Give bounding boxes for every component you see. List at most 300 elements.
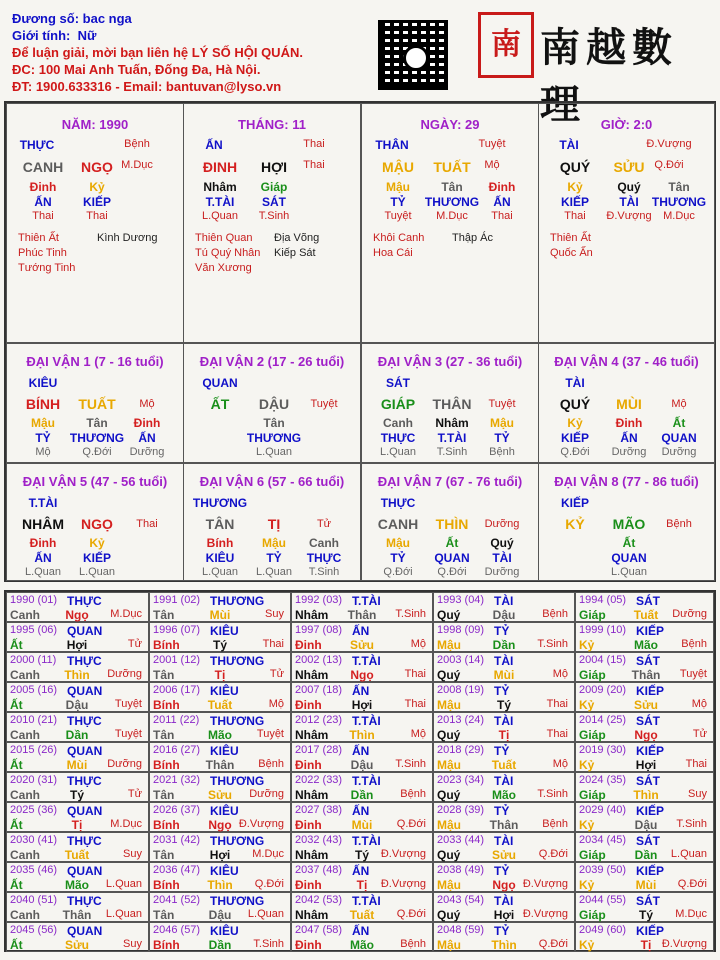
year-cell [291,622,433,652]
year-star: THƯƠNG [210,894,265,908]
year-cell [6,712,149,742]
decade-cell [361,343,539,463]
year-branch: Dậu [65,698,89,712]
year-label: 2043 (54) [437,894,485,906]
hidden-phase: Q.Đới [560,446,590,458]
hidden-star: TỶ [494,431,510,445]
year-stem: Quý [437,908,461,922]
year-cell [6,622,149,652]
year-stem: Ất [10,938,23,952]
year-phase: T.Sinh [676,818,707,830]
hidden-stem: Ất [672,416,686,430]
year-branch: Tý [638,908,654,922]
year-stem: Kỷ [579,698,595,712]
year-label: 2012 (23) [295,714,343,726]
year-label: 2003 (14) [437,654,485,666]
year-cell [291,652,433,682]
year-phase: Mộ [691,698,707,710]
year-stem: Nhâm [295,788,329,802]
hidden-star: T.TÀI [437,431,467,445]
year-star: QUAN [67,684,103,698]
hidden-phase: Dưỡng [661,446,697,458]
branch-phase: Mộ [484,159,500,171]
year-stem: Quý [437,728,461,742]
star-name: Thập Ác [452,232,493,244]
year-branch: Mùi [351,818,373,832]
hidden-stem: Tân [668,180,690,194]
year-stem: Tân [153,608,175,622]
year-label: 2027 (38) [295,804,343,816]
decade-cell [6,463,184,581]
year-cell [6,802,149,832]
hidden-stem: Kỷ [567,416,583,430]
year-star: ẤN [352,864,370,878]
year-stem: Nhâm [295,668,329,682]
year-cell [6,742,149,772]
year-stem: Ất [10,878,23,892]
year-phase: Dưỡng [249,788,284,800]
year-cell [575,682,714,712]
year-label: 2017 (28) [295,744,343,756]
hidden-stem: Ất [445,536,459,550]
decade-cell [361,463,539,581]
year-branch: Tị [214,668,226,682]
year-phase: Dưỡng [672,608,707,620]
year-cell [575,742,714,772]
owner-info [12,10,303,95]
year-phase: Dưỡng [107,668,142,680]
decade-phase: Tuyệt [488,398,516,410]
year-label: 2005 (16) [10,684,58,696]
hidden-phase: M.Dục [436,210,468,222]
decade-phase: Mộ [671,398,687,410]
auspicious-stars [373,231,424,261]
year-phase: Tử [692,728,707,740]
year-star: TỶ [494,684,510,698]
hidden-phase: Tuyệt [384,210,412,222]
year-label: 2020 (31) [10,774,58,786]
decade-phase: Tử [316,518,332,530]
year-branch: Tuất [633,608,659,622]
decade-branch: TỊ [267,516,281,532]
year-phase: Thai [262,638,284,650]
hidden-phase: Đ.Vượng [606,210,652,222]
year-cell [433,712,575,742]
year-branch: Thìn [207,878,233,892]
decade-title: ĐẠI VẬN 4 (37 - 46 tuổi) [554,354,699,369]
heavenly-stem: MẬU [382,159,414,175]
year-cell [433,922,575,952]
hidden-star: TÀI [619,195,639,209]
hidden-stem: Đinh [488,180,516,194]
qr-code-icon [378,20,448,90]
year-stem: Tân [153,848,175,862]
year-stem: Đinh [295,758,322,772]
year-stem: Mậu [437,938,461,952]
hidden-stem: Kỷ [567,180,583,194]
year-stem: Bính [153,938,180,952]
year-label: 2018 (29) [437,744,485,756]
year-cell [575,712,714,742]
decade-star: THƯƠNG [192,496,248,510]
year-phase: Suy [123,938,142,950]
year-stem: Đinh [295,878,322,892]
heavenly-stem: QUÝ [559,159,591,175]
hidden-phase: Q.Đới [82,446,112,458]
year-phase: Dưỡng [107,758,142,770]
year-cell [433,802,575,832]
year-branch: Mão [208,728,232,742]
decade-branch: THÂN [432,396,472,412]
year-branch: Hợi [635,758,657,772]
year-cell [6,682,149,712]
year-phase: Mộ [410,638,426,650]
year-label: 2032 (43) [295,834,343,846]
year-star: KIÊU [210,744,239,758]
star-name: Thiên Quan [195,232,253,244]
year-label: 2013 (24) [437,714,485,726]
year-cell [575,892,714,922]
red-seal-logo: 南 [478,12,534,78]
year-label: 2009 (20) [579,684,627,696]
hidden-stem: Kỷ [89,180,105,194]
year-label: 2035 (46) [10,864,58,876]
year-label: 2008 (19) [437,684,485,696]
year-cell [6,892,149,922]
year-phase: Bệnh [258,758,284,770]
year-phase: Q.Đới [254,878,284,890]
hidden-star: QUAN [611,551,647,565]
decade-stem: NHÂM [22,516,64,532]
hidden-star: KIẾP [560,431,590,445]
year-branch: Tý [69,788,85,802]
year-star: TÀI [494,654,514,668]
year-phase: T.Sinh [537,638,568,650]
owner-gender: Giới tính: Nữ [12,28,97,43]
year-star: KIẾP [636,624,665,638]
year-phase: T.Sinh [253,938,284,950]
hidden-phase: Q.Đới [437,566,467,578]
year-star: THƯƠNG [210,714,265,728]
year-cell [575,802,714,832]
pillar-title: NGÀY: 29 [420,117,480,132]
hidden-star: KIẾP [82,551,112,565]
year-star: SÁT [636,834,660,848]
hidden-phase: Q.Đới [383,566,413,578]
decade-phase: Thai [136,518,158,530]
year-branch: Ngọ [208,818,232,832]
year-branch: Dậu [634,818,658,832]
year-phase: Tuyệt [114,698,142,710]
year-cell [433,892,575,922]
year-star: ẤN [352,744,370,758]
hidden-phase: L.Quan [255,566,293,578]
year-branch: Tị [356,878,368,892]
year-star: KIẾP [636,744,665,758]
year-branch: Tý [212,638,228,652]
hidden-stem: Quý [617,180,641,194]
hidden-phase: T.Sinh [436,446,468,458]
year-label: 2002 (13) [295,654,343,666]
decade-title: ĐẠI VẬN 8 (77 - 86 tuổi) [554,474,699,489]
decade-stem: TÂN [205,516,235,532]
year-cell [6,652,149,682]
year-label: 2039 (50) [579,864,627,876]
year-cell [6,832,149,862]
hidden-stem: Mậu [386,180,410,194]
year-phase: Thai [546,698,568,710]
year-star: KIÊU [210,924,239,938]
year-label: 2004 (15) [579,654,627,666]
year-branch: Tý [496,698,512,712]
year-stem: Quý [437,668,461,682]
decade-stem: CANH [377,516,419,532]
year-stem: Nhâm [295,608,329,622]
year-star: ẤN [352,624,370,638]
year-phase: Tuyệt [114,728,142,740]
year-star: QUAN [67,864,103,878]
year-phase: L.Quan [105,878,142,890]
hidden-star: KIẾP [82,195,112,209]
year-phase: Bệnh [400,938,426,950]
year-star: KIÊU [210,684,239,698]
year-stem: Giáp [579,908,606,922]
hidden-stem: Đinh [615,416,643,430]
stem-phase: Bệnh [124,138,150,150]
hidden-stem: Kỷ [89,536,105,550]
year-star: TÀI [494,894,514,908]
year-star: THỰC [67,594,102,608]
year-label: 2030 (41) [10,834,58,846]
stem-phase: Đ.Vượng [646,138,692,150]
year-star: T.TÀI [352,894,381,908]
decade-stem: ẤT [210,396,230,412]
pillar-cell [538,103,715,343]
year-stem: Giáp [579,788,606,802]
year-branch: Sửu [207,788,233,802]
year-phase: Bệnh [542,818,568,830]
year-phase: M.Dục [110,608,142,620]
year-stem: Canh [10,788,40,802]
hidden-star: THƯƠNG [246,431,302,445]
year-star: TÀI [494,774,514,788]
year-star: TÀI [494,834,514,848]
hidden-phase: L.Quan [201,210,239,222]
year-branch: Dần [65,728,89,742]
year-phase: Tử [127,638,142,650]
year-branch: Dần [208,938,232,952]
year-phase: Q.Đới [538,938,568,950]
year-stem: Ất [10,698,23,712]
hidden-phase: Thai [564,210,586,222]
year-phase: Bệnh [400,788,426,800]
year-star: THƯƠNG [210,834,265,848]
year-label: 1999 (10) [579,624,627,636]
year-stem: Quý [437,788,461,802]
branch-phase: Q.Đới [654,159,684,171]
year-branch: Thân [62,908,92,922]
hidden-star: TỶ [390,195,406,209]
hidden-stem: Đinh [133,416,161,430]
year-label: 2010 (21) [10,714,58,726]
year-star: THƯƠNG [210,594,265,608]
year-star: KIÊU [210,804,239,818]
year-cell [291,712,433,742]
year-branch: Mão [350,938,374,952]
year-label: 2034 (45) [579,834,627,846]
hidden-star: QUAN [661,431,697,445]
year-cell [149,682,291,712]
year-label: 2011 (22) [153,714,200,726]
year-phase: T.Sinh [537,788,568,800]
decade-cell [6,343,184,463]
year-label: 2026 (37) [153,804,201,816]
year-stem: Tân [153,788,175,802]
star-name: Địa Võng [274,232,320,244]
year-stem: Mậu [437,638,461,652]
year-star: KIẾP [636,864,665,878]
auspicious-stars [18,231,75,276]
year-star: T.TÀI [352,654,381,668]
hidden-phase: L.Quan [201,566,239,578]
decade-stem: GIÁP [380,396,416,412]
year-label: 1990 (01) [10,594,58,606]
decade-phase: Bệnh [666,518,692,530]
year-stem: Đinh [295,698,322,712]
hidden-star: THƯƠNG [69,431,125,445]
year-cell [291,862,433,892]
year-branch: Tị [498,728,510,742]
year-star: TỶ [494,744,510,758]
earthly-branch: SỬU [613,159,645,175]
year-branch: Sửu [633,698,659,712]
year-label: 2047 (58) [295,924,343,936]
year-label: 2036 (47) [153,864,201,876]
earthly-branch: NGỌ [81,159,113,175]
year-label: 2048 (59) [437,924,485,936]
year-branch: Thân [489,818,519,832]
owner-name: Đương số: bac nga [12,11,132,26]
year-phase: Suy [688,788,707,800]
decade-branch: NGỌ [81,516,113,532]
year-cell [575,592,714,622]
year-cell [149,622,291,652]
year-cell [433,832,575,862]
year-stem: Nhâm [295,728,329,742]
year-label: 2041 (52) [153,894,201,906]
year-stem: Canh [10,728,40,742]
hidden-stem: Bính [206,536,234,550]
year-cell [149,892,291,922]
year-label: 2024 (35) [579,774,627,786]
star-name: Tú Quý Nhân [195,247,261,259]
year-cell [575,622,714,652]
year-phase: Suy [123,848,142,860]
year-star: SÁT [636,774,660,788]
decade-branch: THÌN [435,516,469,532]
year-label: 1994 (05) [579,594,627,606]
hidden-phase: L.Quan [78,566,116,578]
year-star: T.TÀI [352,714,381,728]
year-branch: Dậu [492,608,516,622]
year-star: TỶ [494,864,510,878]
year-cell [291,742,433,772]
year-stem: Nhâm [295,848,329,862]
year-stem: Mậu [437,758,461,772]
hidden-stem: Quý [490,536,514,550]
year-star: THỰC [67,774,102,788]
year-branch: Mùi [493,668,515,682]
star-name: Phúc Tinh [18,247,67,259]
year-branch: Thân [205,758,235,772]
decade-star: TÀI [565,376,585,390]
star-name: Văn Xương [195,262,252,274]
year-cell [6,922,149,952]
year-stem: Tân [153,728,175,742]
year-stem: Bính [153,878,180,892]
year-cell [291,922,433,952]
hidden-phase: L.Quan [24,566,62,578]
star-name: Thiên Ất [18,232,59,244]
hidden-star: THƯƠNG [651,195,707,209]
year-branch: Hợi [209,848,231,862]
hidden-phase: Bệnh [489,446,515,458]
year-branch: Mùi [635,878,657,892]
hidden-phase: Thai [86,210,108,222]
year-star: ẤN [352,804,370,818]
year-cell [291,802,433,832]
inauspicious-stars [452,231,493,246]
branch-phase: Thai [303,159,325,171]
year-branch: Ngọ [65,608,89,622]
year-star: QUAN [67,924,103,938]
year-star: T.TÀI [352,834,381,848]
year-label: 2049 (60) [579,924,627,936]
hidden-stem: Tân [441,180,463,194]
stem-phase: Thai [303,138,325,150]
ten-god-star: THỰC [19,138,55,152]
hidden-phase: Dưỡng [484,566,520,578]
year-phase: Đ.Vượng [238,818,284,830]
address-line: ĐC: 100 Mai Anh Tuấn, Đống Đa, Hà Nội. [12,62,261,77]
year-branch: Thìn [633,788,659,802]
year-cell [433,742,575,772]
decade-title: ĐẠI VẬN 2 (17 - 26 tuổi) [199,354,345,369]
year-branch: Sửu [349,638,375,652]
year-cell [6,772,149,802]
year-star: THỰC [67,654,102,668]
hidden-phase: Thai [32,210,54,222]
year-star: KIẾP [636,804,665,818]
star-name: Khôi Canh [373,232,425,244]
year-phase: M.Dục [675,908,707,920]
year-star: TỶ [494,624,510,638]
year-branch: Ngọ [492,878,516,892]
hidden-phase: T.Sinh [308,566,340,578]
year-stem: Mậu [437,698,461,712]
decade-title: ĐẠI VẬN 7 (67 - 76 tuổi) [377,474,523,489]
year-label: 2029 (40) [579,804,627,816]
year-branch: Tuất [64,848,90,862]
year-phase: Đ.Vượng [380,848,426,860]
inauspicious-stars [274,231,319,261]
year-cell [149,592,291,622]
star-name: Kình Dương [97,232,158,244]
year-star: SÁT [636,594,660,608]
year-stem: Bính [153,638,180,652]
year-cell [149,772,291,802]
year-label: 2015 (26) [10,744,58,756]
